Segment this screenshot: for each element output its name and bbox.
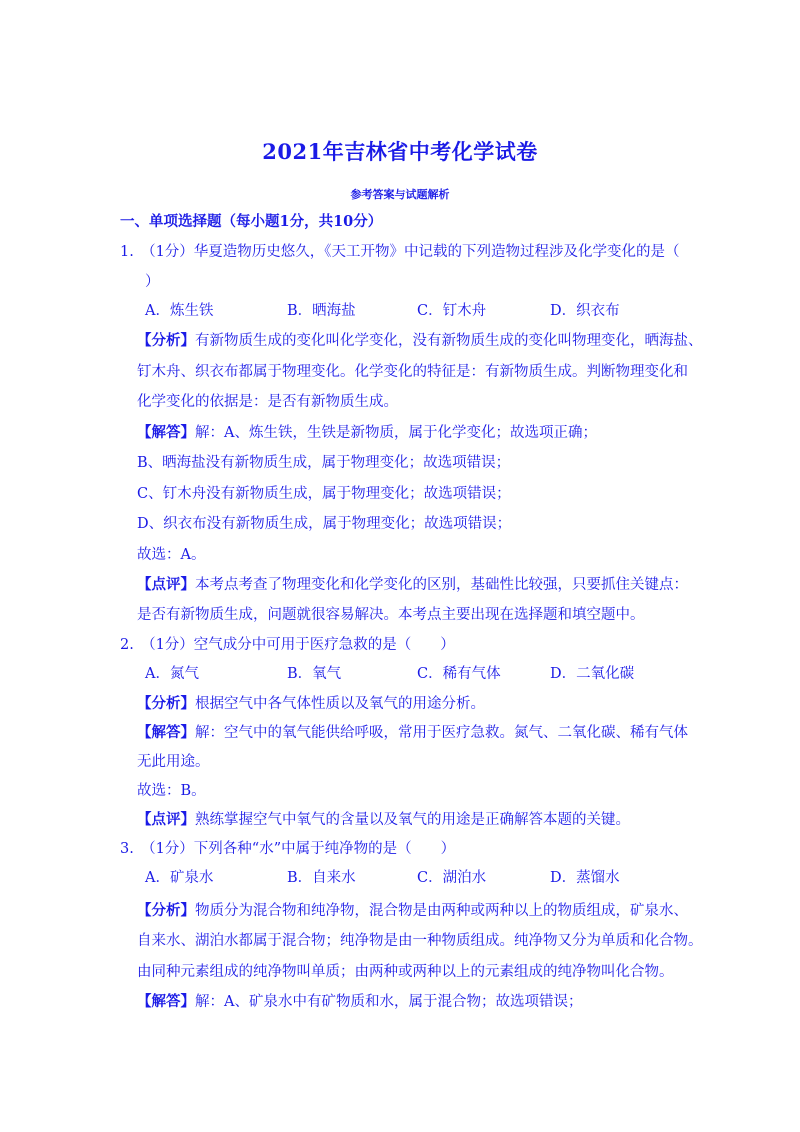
q1-analysis-line1 (137, 331, 703, 351)
q1-answer-line2: B、晒海盐没有新物质生成，属于物理变化；故选项错误； (137, 455, 511, 471)
q1-option-b: B．晒海盐 (287, 303, 356, 319)
comment-tag: 【点评】 (137, 811, 195, 828)
answer-tag: 【解答】 (137, 724, 195, 741)
q2-comment-text1: 熟练掌握空气中氧气的含量以及氧气的用途是正确解答本题的关键。 (195, 812, 630, 828)
q1-answer-line3: C、钉木舟没有新物质生成，属于物理变化；故选项错误； (137, 486, 511, 502)
analysis-tag: 【分析】 (137, 695, 195, 712)
comment-tag: 【点评】 (137, 576, 195, 593)
q1-comment-line2: 是否有新物质生成，问题就很容易解决。本考点主要出现在选择题和填空题中。 (137, 607, 645, 623)
q2-options (0, 664, 800, 684)
q2-answer-line2: 无此用途。 (137, 754, 210, 770)
q3-option-b: B．自来水 (287, 870, 356, 886)
q3-answer-text1: 解：A、矿泉水中有矿物质和水，属于混合物；故选项错误； (195, 994, 583, 1010)
q2-answer-text1: 解：空气中的氧气能供给呼吸，常用于医疗急救。氮气、二氧化碳、稀有气体 (195, 725, 688, 741)
q3-analysis-line1 (137, 901, 688, 921)
analysis-tag: 【分析】 (137, 902, 195, 919)
q2-choice: 故选：B。 (137, 783, 206, 799)
answer-tag: 【解答】 (137, 993, 195, 1010)
q3-analysis-line3: 由同种元素组成的纯净物叫单质；由两种或两种以上的元素组成的纯净物叫化合物。 (137, 964, 674, 980)
q1-comment-text1: 本考点考查了物理变化和化学变化的区别，基础性比较强，只要抓住关键点： (195, 577, 688, 593)
q1-answer-text1: 解：A、炼生铁，生铁是新物质，属于化学变化；故选项正确； (195, 425, 597, 441)
q1-option-d: D．织衣布 (550, 303, 620, 319)
q3-options (0, 868, 800, 888)
q2-comment-line1 (137, 810, 630, 830)
q3-analysis-text1: 物质分为混合物和纯净物，混合物是由两种或两种以上的物质组成，矿泉水、 (195, 903, 688, 919)
q3-answer-line1 (137, 992, 582, 1012)
q2-option-d: D．二氧化碳 (550, 666, 635, 682)
q2-answer-line1 (137, 723, 688, 743)
q1-option-c: C．钉木舟 (417, 303, 487, 319)
q3-stem: 3. （1分）下列各种“水”中属于纯净物的是（ ） (120, 841, 456, 857)
q3-option-d: D．蒸馏水 (550, 870, 620, 886)
q2-stem: 2. （1分）空气成分中可用于医疗急救的是（ ） (120, 637, 455, 653)
q2-option-b: B．氧气 (287, 666, 342, 682)
page-subtitle: 参考答案与试题解析 (350, 188, 450, 201)
q2-option-a: A．氮气 (145, 666, 199, 682)
q1-option-a: A．炼生铁 (145, 303, 214, 319)
q1-answer-line4: D、织衣布没有新物质生成，属于物理变化；故选项错误； (137, 516, 512, 532)
q1-analysis-text1: 有新物质生成的变化叫化学变化，没有新物质生成的变化叫物理变化，晒海盐、 (195, 333, 703, 349)
q1-analysis-line3: 化学变化的依据是：是否有新物质生成。 (137, 394, 398, 410)
section-heading: 一、单项选择题（每小题1分，共10分） (120, 213, 383, 230)
q1-stem-line2: ） (145, 274, 160, 290)
analysis-tag: 【分析】 (137, 332, 195, 349)
q1-stem-line1: 1. （1分）华夏造物历史悠久，《天工开物》中记载的下列造物过程涉及化学变化的是（ (120, 244, 680, 260)
q1-options (0, 301, 800, 321)
q1-answer-line1 (137, 423, 597, 443)
q2-analysis-text1: 根据空气中各气体性质以及氧气的用途分析。 (195, 696, 485, 712)
q1-comment-line1 (137, 575, 688, 595)
q1-choice: 故选：A。 (137, 547, 206, 563)
q2-option-c: C．稀有气体 (417, 666, 501, 682)
q3-option-c: C．湖泊水 (417, 870, 487, 886)
q2-analysis-line1 (137, 694, 485, 714)
q1-analysis-line2: 钉木舟、织衣布都属于物理变化。化学变化的特征是：有新物质生成。判断物理变化和 (137, 364, 688, 380)
page-title: 2021年吉林省中考化学试卷 (262, 139, 538, 164)
q3-analysis-line2: 自来水、湖泊水都属于混合物；纯净物是由一种物质组成。纯净物又分为单质和化合物。 (137, 933, 703, 949)
q3-option-a: A．矿泉水 (145, 870, 214, 886)
answer-tag: 【解答】 (137, 424, 195, 441)
